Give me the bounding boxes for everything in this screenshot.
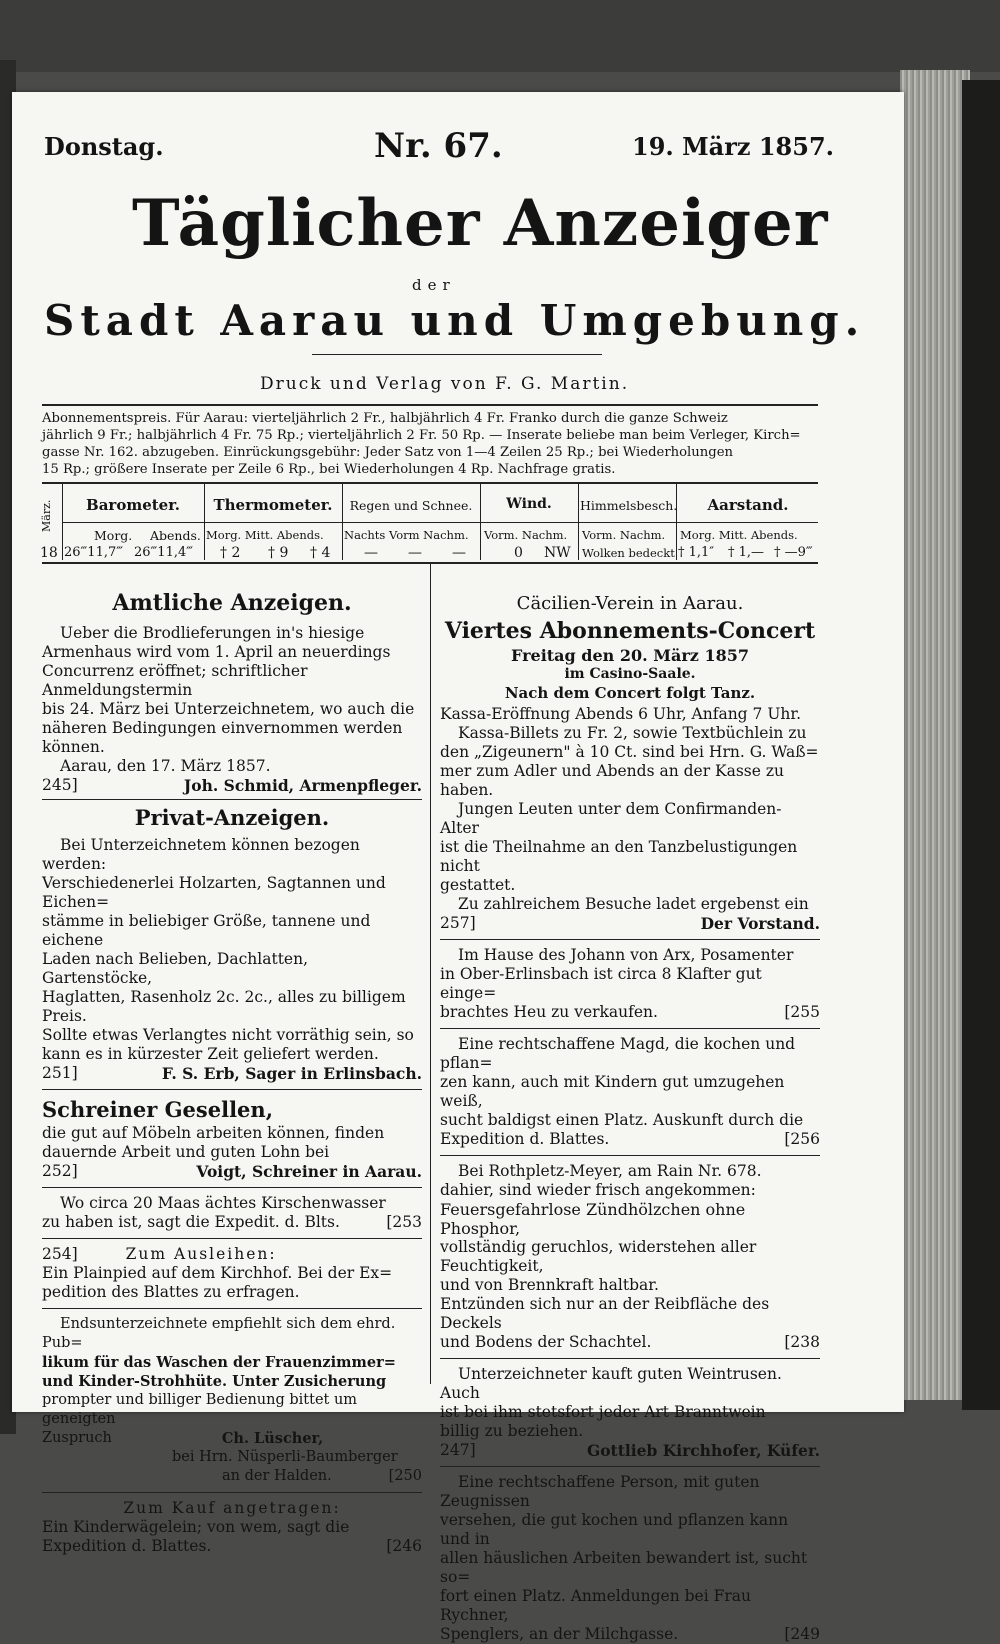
signature-row — [42, 1064, 422, 1083]
ad-number: [238 — [784, 1333, 820, 1351]
text-line: Kassa-Eröffnung Abends 6 Uhr, Anfang 7 Uhr. — [440, 705, 801, 723]
masthead-der: der — [412, 276, 456, 294]
signature-row — [42, 776, 422, 795]
weather-header-barometer: Barometer. — [86, 496, 180, 514]
text-row — [42, 1537, 422, 1556]
weather-subheader: Morg. Mitt. Abends. — [680, 528, 798, 542]
separator — [440, 939, 820, 940]
weather-header-wind: Wind. — [506, 496, 552, 512]
text-line: Concurrenz eröffnet; schriftlicher Anmeldungstermin — [42, 662, 308, 699]
ad-number: [253 — [386, 1213, 422, 1231]
text-line: Ein Kinderwägelein; von wem, sagt die — [42, 1518, 350, 1536]
text-line: und Bodens der Schachtel. — [440, 1333, 652, 1351]
text-line: Kassa-Billets zu Fr. 2, sowie Textbüchlein zu — [458, 724, 807, 742]
ad-number: 251] — [42, 1064, 78, 1082]
weather-cell: 26‴11,7‴ — [64, 545, 124, 560]
rule-top — [42, 404, 818, 406]
weather-header-thermometer: Thermometer. — [213, 496, 333, 514]
ad-title-schreiner: Schreiner Gesellen, — [42, 1097, 273, 1122]
separator — [42, 799, 422, 800]
text-row — [440, 1003, 820, 1022]
text-row — [42, 1213, 422, 1232]
weather-cell: † 9 — [268, 545, 289, 561]
text-line: Expedition d. Blattes. — [440, 1130, 610, 1148]
column-divider — [430, 564, 431, 1384]
text-line: vollständig geruchlos, widerstehen aller Feuchtigkeit, — [440, 1238, 757, 1275]
text-line: kann es in kürzester Zeit geliefert werden. — [42, 1045, 379, 1063]
waschen-body — [42, 1315, 422, 1486]
weather-subheader: Vorm. Nachm. — [484, 528, 568, 542]
ad-title-ausleihen: Zum Ausleihen: — [125, 1245, 277, 1263]
concert-verein: Cäcilien-Verein in Aarau. — [516, 593, 744, 614]
text-line: pedition des Blattes zu erfragen. — [42, 1283, 300, 1301]
ad-number: [249 — [784, 1625, 820, 1643]
text-line: stämme in beliebiger Größe, tannene und eichene — [42, 912, 371, 949]
scan-background — [0, 0, 1000, 72]
text-line: Im Hause des Johann von Arx, Posamenter — [458, 946, 794, 964]
separator — [42, 1238, 422, 1239]
text-line: sucht baldigst einen Platz. Auskunft durch die — [440, 1111, 804, 1129]
text-row — [42, 1429, 422, 1448]
text-row — [42, 1467, 422, 1486]
text-line: billig zu beziehen. — [440, 1422, 584, 1440]
weather-cell: — — [452, 545, 466, 561]
text-line: Bei Rothpletz-Meyer, am Rain Nr. 678. — [458, 1162, 762, 1180]
text-line: Verschiedenerlei Holzarten, Sagtannen und Eichen= — [42, 874, 386, 911]
text-line: ist bei ihm stetsfort jeder Art Branntwein — [440, 1403, 766, 1421]
masthead-subtitle: Stadt Aarau und Umgebung. — [44, 296, 866, 345]
text-line: in Ober-Erlinsbach ist circa 8 Klafter gut einge= — [440, 965, 762, 1002]
text-line: Ueber die Brodlieferungen in's hiesige — [60, 624, 365, 642]
signature-row — [440, 914, 820, 933]
signature: F. S. Erb, Sager in Erlinsbach. — [161, 1064, 422, 1083]
text-line: an der Halden. — [222, 1468, 332, 1484]
ad-number: [255 — [784, 1003, 820, 1021]
issue-date: 19. März 1857. — [632, 132, 835, 161]
ad-title-kauf: Zum Kauf angetragen: — [123, 1499, 341, 1517]
signature: Gottlieb Kirchhofer, Küfer. — [586, 1441, 820, 1460]
weather-cell: Wolken bedeckt — [582, 546, 675, 560]
text-line: versehen, die gut kochen und pflanzen kann und in — [440, 1511, 789, 1548]
weather-cell: — — [408, 545, 422, 561]
ad-number: 252] — [42, 1162, 78, 1180]
rule-weather-top — [42, 482, 818, 484]
weather-header-river: Aarstand. — [707, 496, 789, 514]
separator — [440, 1028, 820, 1029]
separator — [42, 1492, 422, 1493]
concert-place: im Casino-Saale. — [564, 666, 696, 682]
weather-cell-day: 18 — [40, 545, 58, 561]
signature: Ch. Lüscher, — [221, 1430, 324, 1447]
text-line: Spenglers, an der Milchgasse. — [440, 1625, 679, 1643]
text-line: näheren Bedingungen einvernommen werden können. — [42, 719, 403, 756]
text-line: ist die Theilnahme an den Tanzbelustigungen nicht — [440, 838, 798, 875]
right-column — [440, 592, 820, 1644]
weather-subheader: Abends. — [150, 528, 201, 543]
issue-day: Donstag. — [44, 132, 164, 161]
text-line: allen häuslichen Arbeiten bewandert ist, sucht so= — [440, 1549, 808, 1586]
text-line: prompter und billiger Bedienung bittet um geneigten — [42, 1392, 358, 1427]
text-line: dahier, sind wieder frisch angekommen: — [440, 1181, 756, 1199]
text-line: Eine rechtschaffene Magd, die kochen und pflan= — [440, 1035, 796, 1072]
subscription-line: jährlich 9 Fr.; halbjährlich 4 Fr. 75 Rp.; vierteljährlich 2 Fr. 50 Rp. — Inserate beliebe man beim Verleger, Kirch= — [42, 428, 801, 443]
ad-number: 247] — [440, 1441, 476, 1459]
text-line: Armenhaus wird vom 1. April an neuerdings — [42, 643, 391, 661]
weather-subheader: Morg. Mitt. Abends. — [206, 528, 324, 542]
subscription-line: Abonnementspreis. Für Aarau: vierteljährlich 2 Fr., halbjährlich 4 Fr. Franko durch die ganze Schweiz — [42, 411, 728, 426]
text-line: und Kinder-Strohhüte. Unter Zusicherung — [42, 1373, 387, 1390]
text-line: Laden nach Belieben, Dachlatten, Gartenstöcke, — [42, 950, 309, 987]
signature: Der Vorstand. — [700, 914, 820, 933]
weather-cell: 26‴11,4‴ — [134, 545, 194, 560]
weather-cell: † 2 — [220, 545, 241, 561]
book-page-edges — [900, 70, 970, 1400]
ad-number: 257] — [440, 914, 476, 932]
text-line: likum für das Waschen der Frauenzimmer= — [42, 1354, 396, 1371]
weather-cell: — — [364, 545, 378, 561]
separator — [42, 1187, 422, 1188]
text-line: und von Brennkraft haltbar. — [440, 1276, 659, 1294]
weather-cell: † 1,— — [728, 545, 765, 560]
separator — [440, 1155, 820, 1156]
section-title-privat: Privat-Anzeigen. — [134, 805, 330, 830]
weather-cell: 0 — [514, 545, 523, 561]
issue-number: Nr. 67. — [374, 126, 503, 166]
text-line: Jungen Leuten unter dem Confirmanden-Alter — [440, 800, 782, 837]
concert-after: Nach dem Concert folgt Tanz. — [504, 684, 756, 702]
amtlich-body — [42, 624, 422, 795]
text-line: Entzünden sich nur an der Reibfläche des Deckels — [440, 1295, 770, 1332]
masthead-title: Täglicher Anzeiger — [132, 186, 829, 261]
text-line: Feuersgefahrlose Zündhölzchen ohne Phosphor, — [440, 1200, 746, 1238]
signature: Joh. Schmid, Armenpfleger. — [183, 776, 422, 795]
text-line: Ein Plainpied auf dem Kirchhof. Bei der Ex= — [42, 1264, 393, 1282]
signature-row — [42, 1162, 422, 1181]
concert-date: Freitag den 20. März 1857 — [511, 646, 749, 665]
weather-subheader: Vorm. Nachm. — [582, 528, 666, 542]
text-row — [440, 1625, 820, 1644]
text-line: Expedition d. Blattes. — [42, 1537, 212, 1555]
book-cover-edge — [962, 80, 1000, 1410]
separator — [440, 1358, 820, 1359]
left-column — [42, 588, 422, 1556]
text-line: bis 24. März bei Unterzeichnetem, wo auch die — [42, 700, 415, 718]
weather-header-rain: Regen und Schnee. — [349, 498, 473, 513]
ad-number: [256 — [784, 1130, 820, 1148]
ad-number: [250 — [388, 1468, 422, 1484]
text-line: fort einen Platz. Anmeldungen bei Frau Rychner, — [440, 1587, 751, 1624]
subscription-block — [42, 410, 822, 478]
publisher-line: Druck und Verlag von F. G. Martin. — [260, 374, 630, 394]
section-title-amtlich: Amtliche Anzeigen. — [112, 590, 352, 616]
signature-row — [440, 1441, 820, 1460]
weather-cell: † —9‴ — [774, 545, 813, 560]
text-line: Bei Unterzeichnetem können bezogen werden: — [42, 836, 360, 873]
text-row — [440, 1333, 820, 1352]
text-line: Zuspruch — [42, 1430, 112, 1446]
subscription-line: 15 Rp.; größere Inserate per Zeile 6 Rp., bei Wiederholungen 4 Rp. Nachfrage gratis. — [42, 462, 616, 477]
text-line: Wo circa 20 Maas ächtes Kirschenwasser — [60, 1194, 386, 1212]
weather-cell: † 4 — [310, 545, 331, 561]
privat-body — [42, 836, 422, 1083]
text-line: die gut auf Möbeln arbeiten können, finden — [42, 1124, 385, 1142]
text-line: Endsunterzeichnete empfiehlt sich dem ehrd. Pub= — [42, 1316, 396, 1351]
text-line: Zu zahlreichem Besuche ladet ergebenst ein — [458, 895, 809, 913]
text-line: Eine rechtschaffene Person, mit guten Zeugnissen — [440, 1473, 760, 1510]
ad-number: 245] — [42, 776, 78, 794]
weather-month-label: März. — [40, 499, 53, 532]
ad-number: [246 — [386, 1537, 422, 1555]
separator — [440, 1466, 820, 1467]
text-line: dauernde Arbeit und guten Lohn bei — [42, 1143, 330, 1161]
text-line: brachtes Heu zu verkaufen. — [440, 1003, 658, 1021]
separator — [42, 1308, 422, 1309]
table-subrule — [62, 522, 818, 523]
weather-subheader: Nachts Vorm Nachm. — [344, 528, 469, 542]
text-line: Aarau, den 17. März 1857. — [60, 757, 271, 775]
text-line: bei Hrn. Nüsperli-Baumberger — [172, 1449, 398, 1465]
concert-body — [440, 705, 820, 933]
text-line: zu haben ist, sagt die Expedit. d. Blts. — [42, 1213, 340, 1231]
masthead-rule — [312, 354, 602, 355]
separator — [42, 1089, 422, 1090]
weather-subheader: Morg. — [94, 528, 133, 543]
text-line: gestattet. — [440, 876, 516, 894]
weather-header-sky: Himmelsbesch. — [580, 498, 678, 513]
text-line: Unterzeichneter kauft guten Weintrusen. Auch — [440, 1365, 782, 1402]
subscription-line: gasse Nr. 162. abzugeben. Einrückungsgebühr: Jeder Satz von 1—4 Zeilen 25 Rp.; bei Wiederholungen — [42, 445, 733, 460]
text-line: Haglatten, Rasenholz 2c. 2c., alles zu billigem Preis. — [42, 988, 406, 1025]
text-line: mer zum Adler und Abends an der Kasse zu haben. — [440, 762, 785, 799]
weather-cell: † 1,1″ — [678, 545, 715, 560]
concert-title: Viertes Abonnements-Concert — [444, 618, 816, 644]
text-row — [42, 1245, 422, 1264]
signature: Voigt, Schreiner in Aarau. — [196, 1162, 422, 1181]
newspaper-page — [12, 92, 904, 1643]
ad-number: 254] — [42, 1245, 78, 1263]
text-row — [440, 1130, 820, 1149]
text-line: zen kann, auch mit Kindern gut umzugehen weiß, — [440, 1073, 785, 1110]
text-line: den „Zigeunern" à 10 Ct. sind bei Hrn. G. Waß= — [440, 743, 819, 761]
text-line: Sollte etwas Verlangtes nicht vorräthig sein, so — [42, 1026, 414, 1044]
weather-cell: NW — [544, 545, 571, 561]
